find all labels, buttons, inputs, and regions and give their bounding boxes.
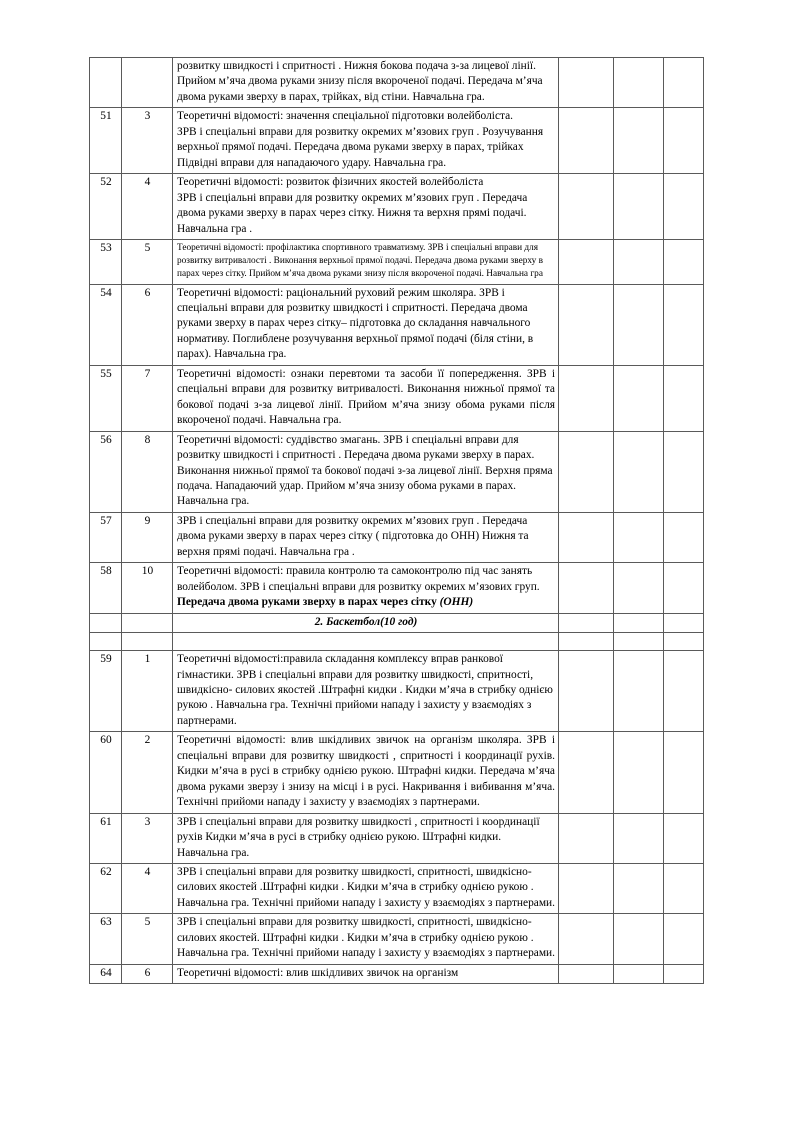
cell-extra-1 [559, 512, 614, 562]
cell-row-number [90, 633, 122, 651]
table-row [90, 431, 704, 512]
cell-extra-1 [559, 813, 614, 863]
cell-row-number [90, 58, 122, 108]
cell-extra-2 [614, 813, 664, 863]
cell-content: Теоретичні відомості: суддівство змагань. ЗРВ і спеціальні вправи для розвитку швидкості і спритності . Передача двома руками зверху в парах. Виконання нижньої прямої та бокової подачі з-за лицевої лінії. Верхня пряма подача. Нападаючий удар. Прийом м’яча знизу обома руками в парах. Навчальна гра. [173, 431, 559, 512]
cell-extra-3 [664, 813, 704, 863]
cell-extra-1 [559, 58, 614, 108]
cell-extra-2 [614, 431, 664, 512]
cell-row-number: 57 [90, 512, 122, 562]
cell-extra-2 [614, 633, 664, 651]
cell-lesson-number: 3 [122, 108, 173, 174]
table-row [90, 512, 704, 562]
cell-lesson-number: 8 [122, 431, 173, 512]
cell-content: Теоретичні відомості: ознаки перевтоми та засоби її попередження. ЗРВ і спеціальні вправи для розвитку витривалості. Виконання нижньої прямої та бокової подачі з-за лицевої лінії. Прийом м’яча знизу обома руками після вкороченої подачі. Навчальна гра. [173, 365, 559, 431]
cell-extra-3 [664, 58, 704, 108]
cell-lesson-number: 6 [122, 964, 173, 983]
table-row [90, 964, 704, 983]
cell-extra-2 [614, 732, 664, 813]
cell-extra-1 [559, 651, 614, 732]
cell-lesson-number: 9 [122, 512, 173, 562]
cell-lesson-number: 5 [122, 914, 173, 964]
cell-extra-1 [559, 863, 614, 913]
cell-extra-3 [664, 633, 704, 651]
cell-lesson-number: 4 [122, 863, 173, 913]
cell-row-number: 63 [90, 914, 122, 964]
cell-content: Теоретичні відомості: раціональний руховий режим школяра. ЗРВ і спеціальні вправи для розвитку швидкості і спритності. Передача двома руками зверху в парах через сітку– підготовка до складання навчального нормативу. Поглиблене розучування верхньої прямої подачі (біля стіни, в парах). Навчальна гра. [173, 284, 559, 365]
table-row [90, 174, 704, 240]
cell-extra-2 [614, 58, 664, 108]
cell-extra-1 [559, 914, 614, 964]
curriculum-table [89, 57, 704, 984]
cell-extra-1 [559, 284, 614, 365]
cell-extra-2 [614, 365, 664, 431]
cell-extra-3 [664, 863, 704, 913]
cell-row-number: 61 [90, 813, 122, 863]
cell-extra-3 [664, 512, 704, 562]
section-heading-row [90, 613, 704, 632]
cell-lesson-number: 6 [122, 284, 173, 365]
cell-extra-1 [559, 174, 614, 240]
cell-lesson-number: 5 [122, 239, 173, 284]
content-plain-part: Теоретичні відомості: правила контролю та самоконтролю під час занять волейболом. ЗРВ і спеціальні вправи для розвитку окремих м’язових груп. [177, 565, 540, 593]
table-row [90, 863, 704, 913]
cell-content: ЗРВ і спеціальні вправи для розвитку швидкості , спритності і координації рухів Кидки м’яча в русі в стрибку однією рукою. Штрафні кидки. Навчальна гра. [173, 813, 559, 863]
table-row [90, 732, 704, 813]
cell-content [173, 563, 559, 613]
content-bold-part: Передача двома руками зверху в парах через сітку [177, 596, 440, 609]
cell-row-number: 56 [90, 431, 122, 512]
content-bold-italic-part: (ОНН) [439, 596, 474, 609]
cell-extra-1 [559, 239, 614, 284]
cell-content: Теоретичні відомості: влив шкідливих звичок на організм школяра. ЗРВ і спеціальні вправи для розвитку швидкості , спритності і координації рухів. Кидки м’яча в русі в стрибку однією рукою. Штрафні кидки. Передача м’яча двома руками зверзу і знизу на місці і в русі. Накривання і вибивання м’яча. Технічні прийоми нападу і захисту у взаємодіях з партнерами. [173, 732, 559, 813]
curriculum-table-body [90, 58, 704, 984]
cell-extra-3 [664, 651, 704, 732]
cell-extra-2 [614, 512, 664, 562]
cell-extra-1 [559, 964, 614, 983]
cell-row-number: 55 [90, 365, 122, 431]
cell-lesson-number: 10 [122, 563, 173, 613]
table-row [90, 284, 704, 365]
cell-content [173, 633, 559, 651]
cell-extra-1 [559, 732, 614, 813]
cell-extra-2 [614, 563, 664, 613]
section-heading-label: 2. Баскетбол(10 год) [173, 613, 559, 632]
cell-extra-3 [664, 239, 704, 284]
cell-extra-3 [664, 613, 704, 632]
cell-lesson-number: 3 [122, 813, 173, 863]
cell-extra-3 [664, 431, 704, 512]
cell-content: Теоретичні відомості: профілактика спортивного травматизму. ЗРВ і спеціальні вправи для розвитку витривалості . Виконання верхньої прямої подачі. Передача двома руками зверху в парах через сітку. Прийом м’яча двома руками знизу після вкороченої подачі. Навчальна гра [173, 239, 559, 284]
cell-content: Теоретичні відомості: влив шкідливих звичок на організм [173, 964, 559, 983]
cell-extra-3 [664, 914, 704, 964]
cell-extra-2 [614, 613, 664, 632]
cell-lesson-number: 4 [122, 174, 173, 240]
cell-extra-2 [614, 914, 664, 964]
cell-row-number: 52 [90, 174, 122, 240]
cell-lesson-number: 7 [122, 365, 173, 431]
cell-extra-2 [614, 108, 664, 174]
cell-lesson-number: 2 [122, 732, 173, 813]
cell-row-number [90, 613, 122, 632]
cell-extra-1 [559, 431, 614, 512]
cell-row-number: 64 [90, 964, 122, 983]
cell-content: ЗРВ і спеціальні вправи для розвитку швидкості, спритності, швидкісно- силових якостей .Штрафні кидки . Кидки м’яча в стрибку однією рукою . Навчальна гра. Технічні прийоми нападу і захисту у взаємодіях з партнерами. [173, 863, 559, 913]
table-row [90, 651, 704, 732]
cell-extra-1 [559, 365, 614, 431]
cell-extra-1 [559, 563, 614, 613]
cell-row-number: 53 [90, 239, 122, 284]
cell-extra-3 [664, 174, 704, 240]
cell-extra-1 [559, 633, 614, 651]
cell-extra-2 [614, 651, 664, 732]
cell-lesson-number [122, 633, 173, 651]
cell-extra-1 [559, 613, 614, 632]
cell-extra-3 [664, 108, 704, 174]
cell-extra-2 [614, 284, 664, 365]
empty-spacer-row [90, 633, 704, 651]
table-row [90, 58, 704, 108]
cell-row-number: 51 [90, 108, 122, 174]
cell-row-number: 62 [90, 863, 122, 913]
table-row [90, 108, 704, 174]
cell-extra-2 [614, 863, 664, 913]
cell-extra-1 [559, 108, 614, 174]
table-row [90, 813, 704, 863]
cell-extra-3 [664, 284, 704, 365]
cell-content: Теоретичні відомості: значення спеціальної підготовки волейболіста. ЗРВ і спеціальні вправи для розвитку окремих м’язових груп . Розучування верхньої прямої подачі. Передача двома руками зверху в парах, трійках Підвідні вправи для нападаючого удару. Навчальна гра. [173, 108, 559, 174]
cell-lesson-number: 1 [122, 651, 173, 732]
cell-row-number: 59 [90, 651, 122, 732]
cell-content: ЗРВ і спеціальні вправи для розвитку окремих м’язових груп . Передача двома руками зверху в парах через сітку ( підготовка до ОНН) Нижня та верхня прямі подачі. Навчальна гра . [173, 512, 559, 562]
cell-extra-2 [614, 964, 664, 983]
cell-lesson-number [122, 58, 173, 108]
cell-extra-3 [664, 964, 704, 983]
cell-extra-2 [614, 239, 664, 284]
cell-extra-3 [664, 732, 704, 813]
cell-content: ЗРВ і спеціальні вправи для розвитку швидкості, спритності, швидкісно- силових якостей. Штрафні кидки . Кидки м’яча в стрибку однією рукою . Навчальна гра. Технічні прийоми нападу і захисту у взаємодіях з партнерами. [173, 914, 559, 964]
table-row [90, 239, 704, 284]
cell-content: Теоретичні відомості:правила складання комплексу вправ ранкової гімнастики. ЗРВ і спеціальні вправи для розвитку швидкості, спритності, швидкісно- силових якостей .Штрафні кидки . Кидки м’яча в стрибку однією рукою . Навчальна гра. Технічні прийоми нападу і захисту у взаємодіях з партнерами. [173, 651, 559, 732]
table-row [90, 563, 704, 613]
cell-content: розвитку швидкості і спритності . Нижня бокова подача з-за лицевої лінії. Прийом м’яча двома руками знизу після вкороченої подачі. Передача м’яча двома руками зверху в парах, трійках, від стіни. Навчальна гра. [173, 58, 559, 108]
cell-extra-2 [614, 174, 664, 240]
cell-row-number: 54 [90, 284, 122, 365]
table-row [90, 914, 704, 964]
cell-row-number: 58 [90, 563, 122, 613]
cell-lesson-number [122, 613, 173, 632]
cell-content: Теоретичні відомості: розвиток фізичних якостей волейболіста ЗРВ і спеціальні вправи для розвитку окремих м’язових груп . Передача двома руками зверху в парах через сітку. Нижня та верхня прямі подачі. Навчальна гра . [173, 174, 559, 240]
cell-extra-3 [664, 563, 704, 613]
cell-extra-3 [664, 365, 704, 431]
table-row [90, 365, 704, 431]
cell-row-number: 60 [90, 732, 122, 813]
